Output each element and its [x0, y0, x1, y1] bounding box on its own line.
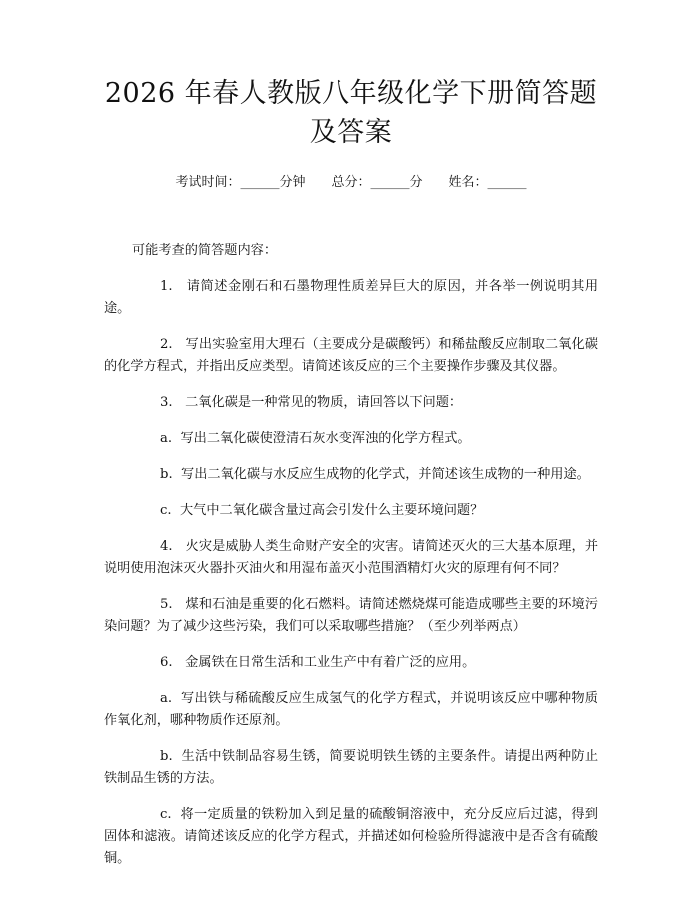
sub-question-text: 将一定质量的铁粉加入到足量的硫酸铜溶液中，充分反应后过滤，得到固体和滤液。请简述该反应的化学方程式，并描述如何检验所得滤液中是否含有硫酸铜。	[104, 807, 598, 866]
question-number: 1.	[160, 279, 173, 294]
question-item	[104, 594, 598, 638]
question-item	[104, 276, 598, 320]
question-item	[104, 652, 598, 674]
question-item	[104, 392, 598, 414]
sub-question-text: 写出二氧化碳与水反应生成物的化学式，并简述该生成物的一种用途。	[181, 467, 590, 482]
sub-question-item	[104, 500, 598, 522]
question-number: 5.	[160, 597, 173, 612]
sub-question-text: 写出铁与稀硫酸反应生成氢气的化学方程式，并说明该反应中哪种物质作氧化剂，哪种物质作还原剂。	[104, 691, 598, 728]
question-item	[104, 536, 598, 580]
sub-question-letter: a.	[160, 691, 173, 706]
question-list	[104, 240, 598, 870]
sub-question-letter: c.	[160, 807, 172, 822]
intro-text: 可能考查的简答题内容：	[132, 243, 278, 258]
question-text: 金属铁在日常生活和工业生产中有着广泛的应用。	[185, 655, 476, 670]
question-number: 3.	[160, 395, 173, 410]
document-title: 2026 年春人教版八年级化学下册简答题及答案	[104, 78, 598, 148]
sub-question-item	[104, 464, 598, 486]
question-text: 火灾是威胁人类生命财产安全的灾害。请简述灭火的三大基本原理，并说明使用泡沫灭火器扑灭油火和用湿布盖灭小范围酒精灯火灾的原理有何不同？	[104, 539, 599, 576]
student-name-field: 姓名：______	[448, 175, 527, 190]
sub-question-text: 写出二氧化碳使澄清石灰水变浑浊的化学方程式。	[180, 431, 471, 446]
question-number: 2.	[160, 337, 173, 352]
question-text: 二氧化碳是一种常见的物质，请回答以下问题：	[185, 395, 463, 410]
sub-question-item	[104, 428, 598, 450]
question-text: 写出实验室用大理石（主要成分是碳酸钙）和稀盐酸反应制取二氧化碳的化学方程式，并指出反应类型。请简述该反应的三个主要操作步骤及其仪器。	[104, 337, 599, 374]
sub-question-item	[104, 804, 598, 870]
exam-info-line	[104, 174, 598, 192]
sub-question-text: 大气中二氧化碳含量过高会引发什么主要环境问题？	[179, 503, 484, 518]
sub-question-item	[104, 688, 598, 732]
exam-time-field: 考试时间：______分钟	[175, 175, 306, 190]
question-text: 请简述金刚石和石墨物理性质差异巨大的原因，并各举一例说明其用途。	[104, 279, 599, 316]
total-score-field: 总分：______分	[331, 175, 423, 190]
sub-question-item	[104, 746, 598, 790]
sub-question-letter: b.	[160, 749, 173, 764]
question-item	[104, 334, 598, 378]
sub-question-letter: b.	[160, 467, 173, 482]
sub-question-letter: a.	[160, 431, 173, 446]
question-text: 煤和石油是重要的化石燃料。请简述燃烧煤可能造成哪些主要的环境污染问题？为了减少这些污染，我们可以采取哪些措施？（至少列举两点）	[104, 597, 599, 634]
question-number: 6.	[160, 655, 173, 670]
question-number: 4.	[160, 539, 173, 554]
sub-question-letter: c.	[160, 503, 172, 518]
sub-question-text: 生活中铁制品容易生锈，简要说明铁生锈的主要条件。请提出两种防止铁制品生锈的方法。	[104, 749, 599, 786]
